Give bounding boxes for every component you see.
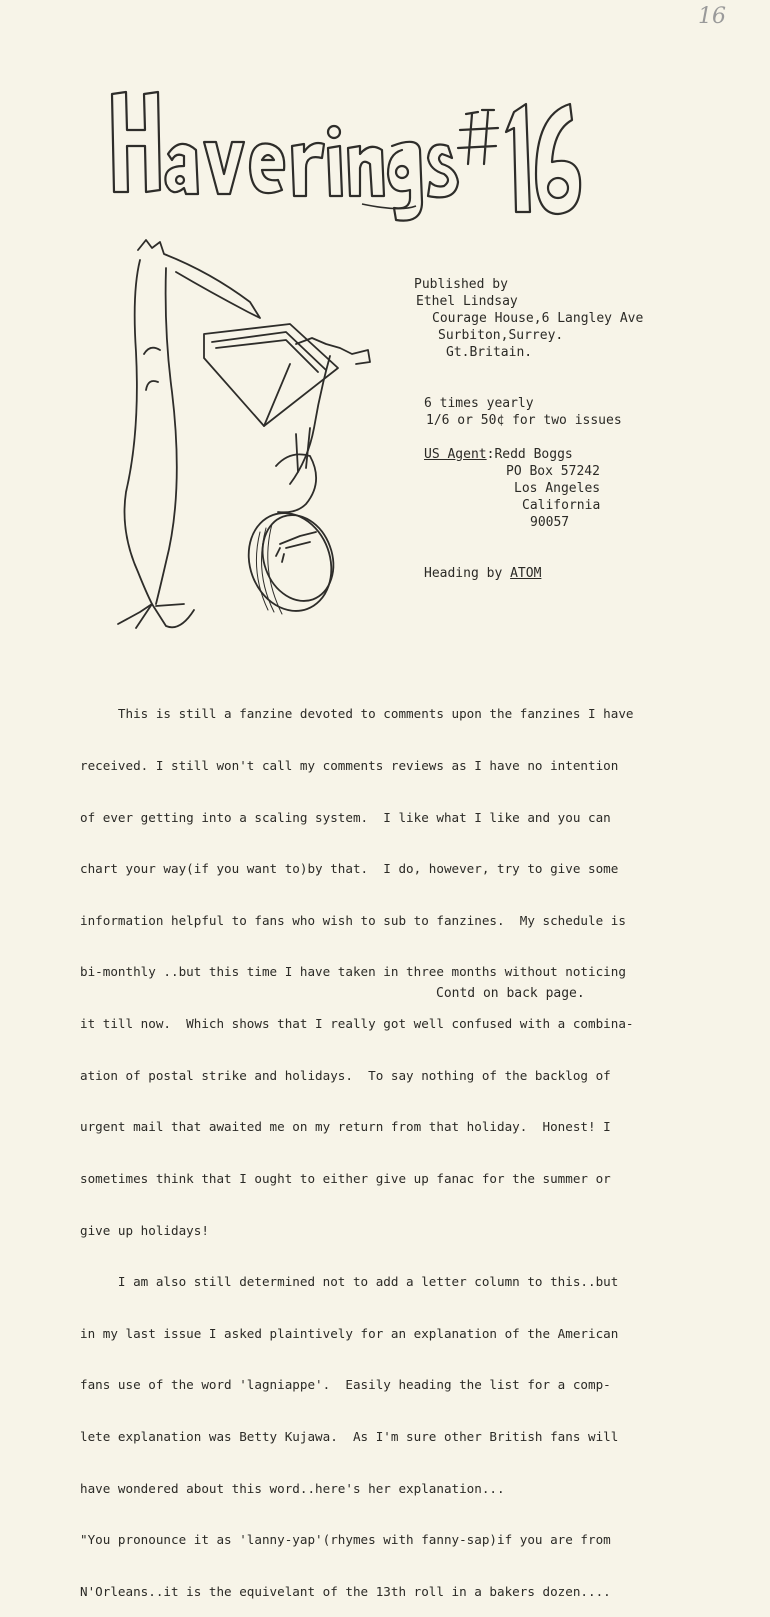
us-agent-address-line2: Los Angeles bbox=[514, 481, 601, 496]
body-line: chart your way(if you want to)by that. I do, however, try to give some bbox=[80, 861, 619, 877]
heading-artist: ATOM bbox=[510, 566, 542, 581]
continued-note: Contd on back page. bbox=[436, 986, 585, 1001]
publication-frequency: 6 times yearly bbox=[424, 396, 534, 411]
body-line: sometimes think that I ought to either give up fanac for the summer or bbox=[80, 1170, 611, 1186]
body-line: received. I still won't call my comments reviews as I have no intention bbox=[80, 758, 619, 774]
subscription-price: 1/6 or 50¢ for two issues bbox=[426, 413, 622, 428]
title-lettering bbox=[100, 84, 590, 234]
body-line: have wondered about this word..here's her explanation... bbox=[80, 1480, 505, 1496]
publisher-address-line2: Surbiton,Surrey. bbox=[438, 328, 564, 343]
body-line: give up holidays! bbox=[80, 1222, 209, 1238]
body-line: it till now. Which shows that I really got well confused with a combina- bbox=[80, 1016, 634, 1032]
body-line: of ever getting into a scaling system. I like what I like and you can bbox=[80, 809, 611, 825]
us-agent-address-line1: PO Box 57242 bbox=[506, 464, 600, 479]
published-by-label: Published by bbox=[414, 277, 508, 292]
us-agent-address-line3: California bbox=[522, 498, 601, 513]
body-line: N'Orleans..it is the equivelant of the 13th roll in a bakers dozen.... bbox=[80, 1583, 611, 1599]
publisher-address-line1: Courage House,6 Langley Ave bbox=[432, 311, 644, 326]
publisher-name: Ethel Lindsay bbox=[416, 294, 518, 309]
body-line: bi-monthly ..but this time I have taken in three months without noticing bbox=[80, 964, 626, 980]
us-agent-name: :Redd Boggs bbox=[486, 447, 573, 462]
us-agent-label: US Agent bbox=[424, 447, 487, 462]
body-line: lete explanation was Betty Kujawa. As I'm sure other British fans will bbox=[80, 1428, 619, 1444]
heading-credit-prefix: Heading by bbox=[424, 566, 511, 581]
article-body bbox=[80, 671, 680, 1617]
body-line: "You pronounce it as 'lanny-yap'(rhymes with fanny-sap)if you are from bbox=[80, 1532, 611, 1548]
publisher-address-line3: Gt.Britain. bbox=[446, 345, 533, 360]
publication-info bbox=[414, 276, 643, 582]
cartoon-illustration bbox=[100, 232, 390, 637]
page-number: 16 bbox=[698, 4, 726, 29]
body-line: ation of postal strike and holidays. To say nothing of the backlog of bbox=[80, 1067, 611, 1083]
body-line: in my last issue I asked plaintively for an explanation of the American bbox=[80, 1325, 619, 1341]
body-line: This is still a fanzine devoted to comments upon the fanzines I have bbox=[80, 706, 634, 722]
body-line: urgent mail that awaited me on my return from that holiday. Honest! I bbox=[80, 1119, 611, 1135]
body-line: fans use of the word 'lagniappe'. Easily heading the list for a comp- bbox=[80, 1377, 611, 1393]
body-line: information helpful to fans who wish to sub to fanzines. My schedule is bbox=[80, 912, 626, 928]
us-agent-address-line4: 90057 bbox=[530, 515, 570, 530]
heading-credit bbox=[414, 565, 643, 582]
body-line: I am also still determined not to add a letter column to this..but bbox=[80, 1274, 619, 1290]
